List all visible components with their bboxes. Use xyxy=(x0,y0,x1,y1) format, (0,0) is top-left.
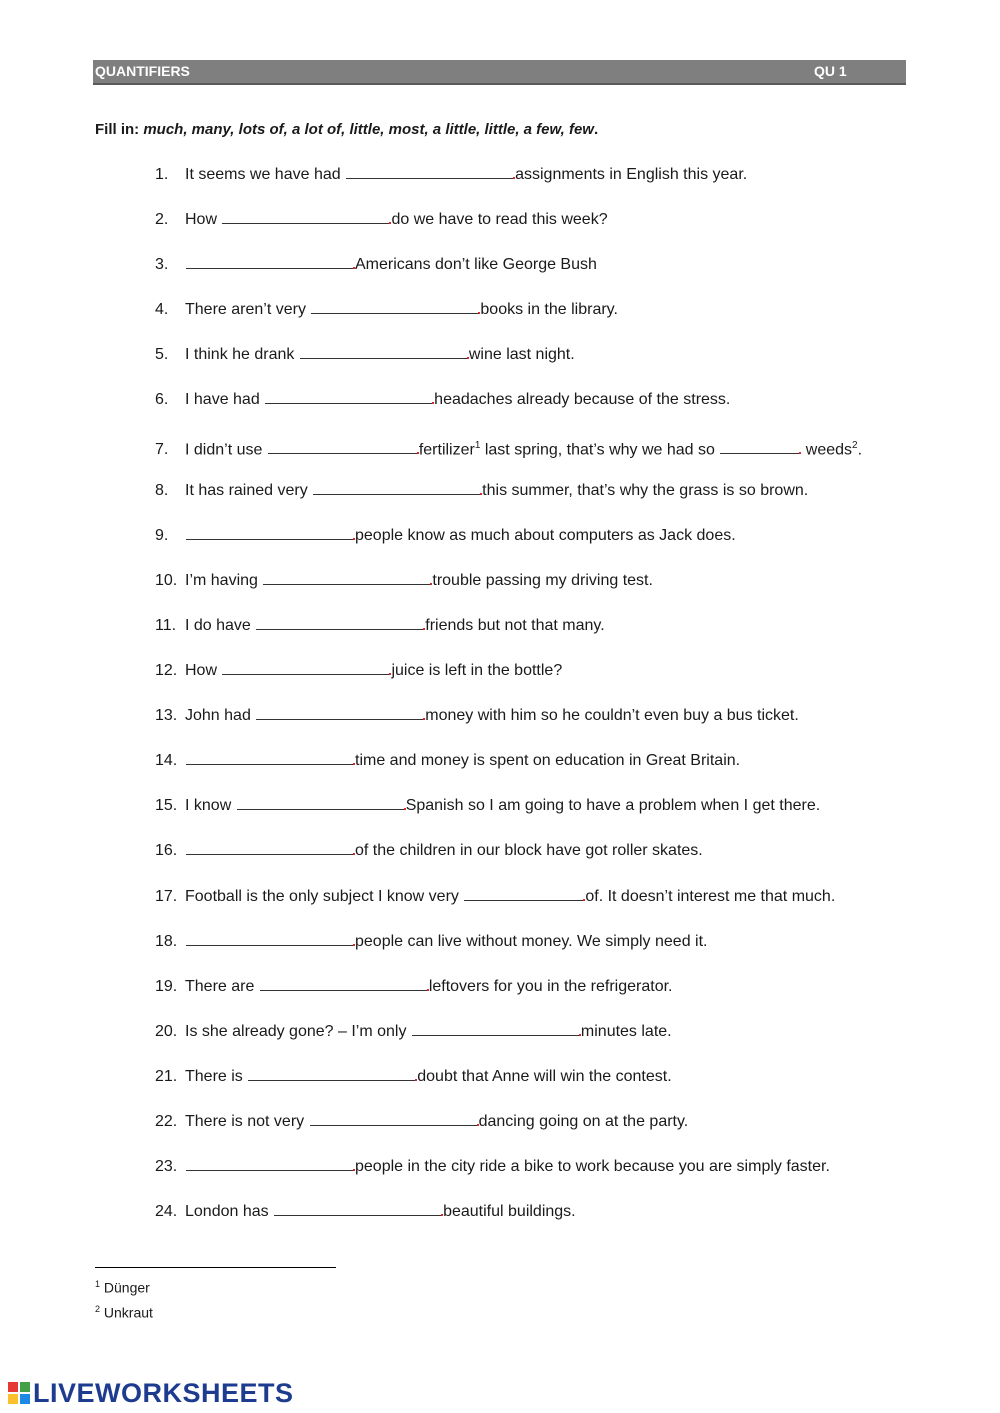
question-text: dancing going on at the party. xyxy=(478,1112,689,1130)
question-item xyxy=(155,434,862,479)
liveworksheets-logo-icon xyxy=(8,1382,30,1404)
question-text: There is not very xyxy=(185,1112,309,1130)
footnote-mark: 1 xyxy=(95,1279,101,1289)
question-text: people in the city ride a bike to work because you are simply faster. xyxy=(355,1158,830,1176)
question-item xyxy=(155,614,862,659)
question-text: do we have to read this week? xyxy=(391,211,608,229)
answer-blank[interactable] xyxy=(186,750,354,765)
question-text: John had xyxy=(185,707,256,725)
answer-blank[interactable] xyxy=(263,570,431,585)
question-number: 11. xyxy=(155,616,177,634)
question-text: money with him so he couldn’t even buy a bus ticket. xyxy=(425,707,799,725)
answer-blank[interactable] xyxy=(274,1201,442,1216)
question-item xyxy=(155,163,862,208)
question-text: How xyxy=(185,662,222,680)
footnote-mark: 1 xyxy=(474,439,481,451)
answer-blank[interactable] xyxy=(256,705,424,720)
question-text: minutes late. xyxy=(580,1022,672,1040)
question-text: Is she already gone? – I’m only xyxy=(185,1022,411,1040)
answer-blank[interactable] xyxy=(248,1066,416,1081)
answer-blank[interactable] xyxy=(412,1021,580,1036)
question-text: assignments in English this year. xyxy=(515,166,748,183)
answer-blank[interactable] xyxy=(186,254,354,269)
answer-blank[interactable] xyxy=(186,1156,354,1171)
footnote-divider xyxy=(95,1267,336,1268)
question-text: of. It doesn’t interest me that much. xyxy=(585,887,836,905)
question-item xyxy=(155,885,862,930)
question-text: London has xyxy=(185,1203,274,1221)
question-text: How xyxy=(185,211,222,229)
question-text: time and money is spent on education in Great Britain. xyxy=(355,752,741,770)
question-item xyxy=(155,388,862,433)
question-item xyxy=(155,1065,862,1110)
answer-blank[interactable] xyxy=(222,209,390,224)
question-item xyxy=(155,298,862,343)
question-number: 20. xyxy=(155,1022,178,1040)
question-text: people know as much about computers as Jack does. xyxy=(355,526,736,544)
header-bar xyxy=(93,60,906,85)
question-item xyxy=(155,749,862,794)
liveworksheets-brand[interactable] xyxy=(8,1378,294,1408)
question-text: beautiful buildings. xyxy=(443,1203,576,1221)
question-number: 24. xyxy=(155,1203,178,1221)
question-list xyxy=(155,163,862,1245)
question-number: 12. xyxy=(155,662,178,680)
question-text: There are xyxy=(185,977,259,995)
question-text: doubt that Anne will win the contest. xyxy=(417,1067,672,1085)
question-item xyxy=(155,975,862,1020)
question-text: I do have xyxy=(185,616,256,634)
answer-blank[interactable] xyxy=(268,439,418,454)
question-item xyxy=(155,208,862,253)
answer-blank[interactable] xyxy=(256,615,424,630)
question-text: . xyxy=(857,440,863,458)
question-number: 13. xyxy=(155,707,178,725)
question-text: juice is left in the bottle? xyxy=(391,662,563,680)
footnote-mark: 2 xyxy=(95,1303,101,1314)
footnote-text: Dünger xyxy=(103,1279,150,1296)
brand-name: LIVEWORKSHEETS xyxy=(33,1377,294,1408)
question-item xyxy=(155,479,862,524)
question-number: 10. xyxy=(155,571,178,589)
question-text: leftovers for you in the refrigerator. xyxy=(428,977,673,995)
question-text: Football is the only subject I know very xyxy=(185,887,464,905)
question-item xyxy=(155,794,862,839)
answer-blank[interactable] xyxy=(313,480,481,495)
question-number: 5. xyxy=(155,346,169,364)
footnote-1 xyxy=(95,1274,153,1299)
question-number: 21. xyxy=(155,1067,178,1085)
question-number: 14. xyxy=(155,752,178,770)
answer-blank[interactable] xyxy=(237,795,405,810)
question-text: Spanish so I am going to have a problem when I get there. xyxy=(405,797,821,815)
instruction-label: Fill in: xyxy=(95,121,140,138)
question-text: headaches already because of the stress. xyxy=(434,391,731,409)
question-text: books in the library. xyxy=(480,301,618,319)
question-number: 15. xyxy=(155,797,178,815)
question-item xyxy=(155,524,862,569)
question-number: 8. xyxy=(155,481,169,499)
question-text: There is xyxy=(185,1067,248,1085)
footnote-text: Unkraut xyxy=(103,1304,153,1321)
question-item xyxy=(155,930,862,975)
answer-blank[interactable] xyxy=(300,344,468,359)
question-text: friends but not that many. xyxy=(425,616,605,634)
question-item xyxy=(155,1200,862,1245)
worksheet-title: QUANTIFIERS xyxy=(95,63,190,79)
question-text: people can live without money. We simply need it. xyxy=(355,932,708,950)
question-number: 6. xyxy=(155,391,169,409)
question-item xyxy=(155,569,862,614)
question-item xyxy=(155,839,862,884)
answer-blank[interactable] xyxy=(260,976,428,991)
question-item xyxy=(155,704,862,749)
question-text: There aren’t very xyxy=(185,301,311,319)
instruction-end: . xyxy=(593,121,599,138)
question-text: I know xyxy=(185,797,236,815)
answer-blank[interactable] xyxy=(186,525,354,540)
question-item xyxy=(155,253,862,298)
question-text: I’m having xyxy=(185,571,263,589)
question-number: 19. xyxy=(155,977,178,995)
question-number: 3. xyxy=(155,256,169,274)
question-text: I think he drank xyxy=(185,346,299,364)
worksheet-code: QU 1 xyxy=(814,63,847,79)
answer-blank[interactable] xyxy=(186,931,354,946)
answer-blank[interactable] xyxy=(186,840,354,855)
question-item xyxy=(155,1020,862,1065)
question-text: this summer, that’s why the grass is so brown. xyxy=(482,481,809,499)
question-number: 7. xyxy=(155,440,169,458)
question-text: of the children in our block have got roller skates. xyxy=(355,842,703,860)
answer-blank[interactable] xyxy=(310,1111,478,1126)
question-number: 2. xyxy=(155,211,169,229)
question-text: last spring, that’s why we had so xyxy=(480,440,720,458)
question-text: It seems we have had xyxy=(185,166,346,183)
question-number: 18. xyxy=(155,932,178,950)
question-number: 1. xyxy=(155,166,169,183)
question-number: 16. xyxy=(155,842,178,860)
question-number: 9. xyxy=(155,526,169,544)
question-text: fertilizer xyxy=(418,440,475,458)
question-text: It has rained very xyxy=(185,481,313,499)
question-text: Americans don’t like George Bush xyxy=(355,256,597,274)
question-text: I have had xyxy=(185,391,265,409)
question-item xyxy=(155,659,862,704)
answer-blank[interactable] xyxy=(311,299,479,314)
question-item xyxy=(155,1155,862,1200)
footnote-mark: 2 xyxy=(852,439,858,451)
question-item xyxy=(155,343,862,388)
question-text: wine last night. xyxy=(468,346,575,364)
question-text: I didn’t use xyxy=(185,440,267,458)
answer-blank[interactable] xyxy=(346,164,514,179)
question-text: trouble passing my driving test. xyxy=(432,571,653,589)
answer-blank[interactable] xyxy=(222,660,390,675)
question-text: weeds xyxy=(801,440,853,458)
question-number: 23. xyxy=(155,1158,178,1176)
instruction xyxy=(95,121,598,138)
question-number: 22. xyxy=(155,1112,178,1130)
footnotes xyxy=(95,1274,153,1323)
question-item xyxy=(155,1110,862,1155)
answer-blank[interactable] xyxy=(720,439,800,454)
answer-blank[interactable] xyxy=(464,886,584,901)
question-number: 4. xyxy=(155,301,169,319)
instruction-words: much, many, lots of, a lot of, little, most, a little, little, a few, few xyxy=(143,121,594,138)
answer-blank[interactable] xyxy=(265,389,433,404)
question-number: 17. xyxy=(155,887,178,905)
footnote-2 xyxy=(95,1299,153,1324)
